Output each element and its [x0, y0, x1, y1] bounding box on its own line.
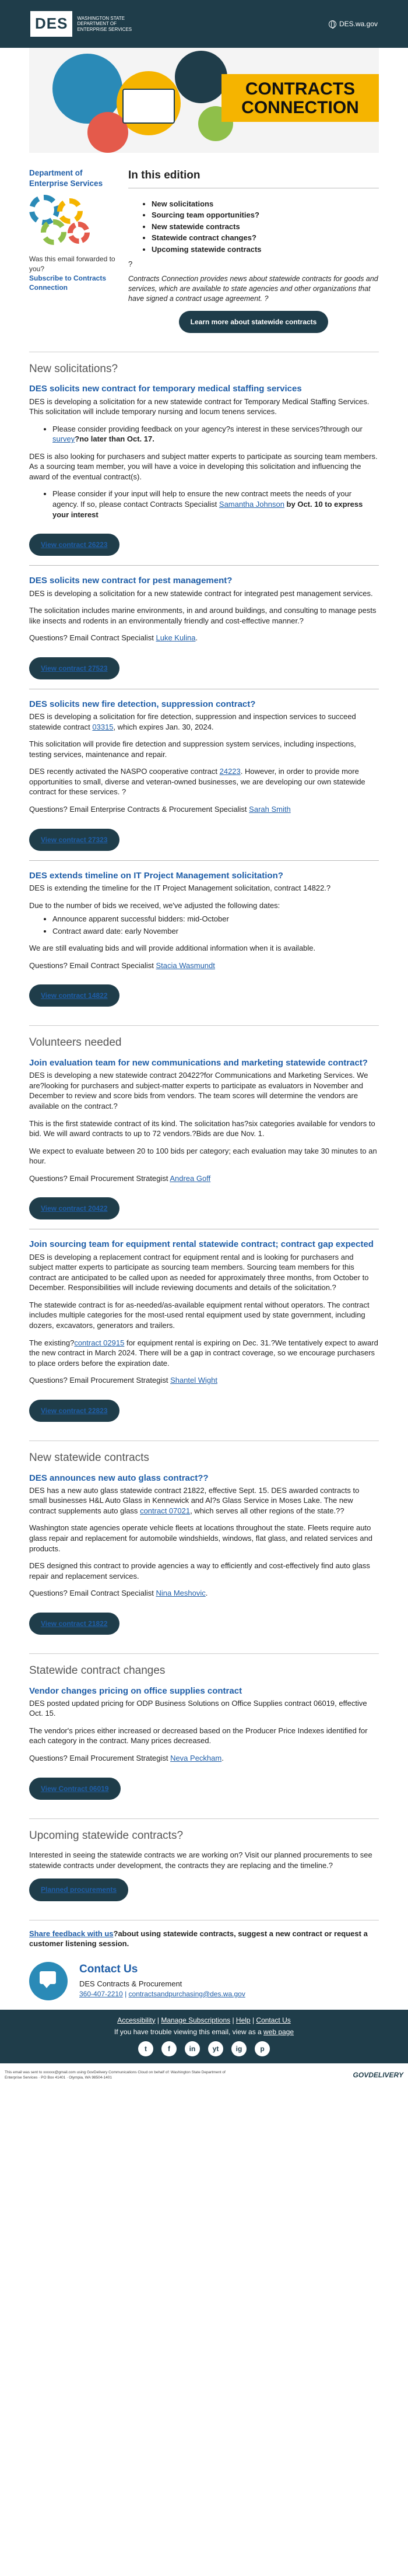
bullet-deadline: ?no later than Oct. 17. — [75, 434, 154, 444]
legal-footer — [0, 2063, 408, 2086]
edition-item: • New statewide contracts — [152, 222, 379, 232]
hero-title-line2: CONNECTION — [241, 97, 359, 117]
legal-text — [5, 2070, 226, 2080]
contact-link[interactable]: Samantha Johnson — [219, 500, 284, 509]
contract-link[interactable]: contract 07021 — [140, 1506, 191, 1515]
article-text: DES posted updated pricing for ODP Business Solutions on Office Supplies contract 06019, effective Oct. 15. — [29, 1698, 367, 1718]
help-link[interactable]: Help — [235, 2016, 251, 2024]
article-text: This solicitation will provide fire detection and suppression system services, including inspections, testing services, maintenance and repair. — [29, 739, 356, 759]
questions-end: . — [221, 1753, 224, 1762]
email-link[interactable]: contractsandpurchasing@des.wa.gov — [128, 1989, 245, 1998]
social-links — [0, 2041, 408, 2056]
linkedin-icon[interactable]: in — [185, 2041, 200, 2056]
contact-title: Contact Us — [79, 1962, 138, 1975]
youtube-icon[interactable]: yt — [208, 2041, 223, 2056]
article-fire-detection — [29, 699, 379, 861]
view-contract-button[interactable]: View contract 22823 — [29, 1400, 119, 1422]
article-bullet: • Announce apparent successful bidders: mid-October — [52, 914, 379, 924]
share-feedback — [29, 1924, 379, 1954]
view-contract-button[interactable]: View contract 27323 — [29, 829, 119, 851]
web-page-link[interactable]: web page — [263, 2027, 294, 2036]
separator: | — [230, 2016, 236, 2024]
gear-yellow-icon — [57, 198, 83, 224]
separator: | — [155, 2016, 161, 2024]
article-title: Join sourcing team for equipment rental statewide contract; contract gap expected — [29, 1239, 374, 1250]
article-questions — [29, 1588, 379, 1599]
questions-text: Questions? Email Procurement Strategist — [29, 1753, 171, 1762]
article-text: We are still evaluating bids and will provide additional information when it is available. — [29, 944, 316, 953]
view-contract-button[interactable]: View contract 20422 — [29, 1197, 119, 1219]
legal-line: Enterprise Services · PO Box 41401 · Olympia, WA 98504-1401 — [5, 2075, 112, 2080]
contract-link[interactable]: contract 02915 — [74, 1338, 125, 1347]
article-title: DES solicits new fire detection, suppression contract? — [29, 699, 256, 709]
view-contract-button[interactable]: View contract 26223 — [29, 534, 119, 556]
questions-text: Questions? Email Procurement Strategist — [29, 1173, 170, 1183]
edition-item: • Statewide contract changes? — [152, 233, 379, 243]
instagram-icon[interactable]: ig — [231, 2041, 247, 2056]
questions-text: Questions? Email Contract Specialist — [29, 1589, 156, 1598]
contact-link[interactable]: Shantel Wight — [170, 1376, 217, 1385]
trouble-text: If you have trouble viewing this email, view as a — [114, 2027, 264, 2036]
article-text: DES is developing a solicitation for a new statewide contract for Temporary Medical Staffing Services. This solicitation will include temporary nursing and locum tenens services. — [29, 397, 370, 416]
gear-green-icon — [41, 219, 66, 245]
hero-title — [221, 74, 379, 122]
article-title: DES solicits new contract for temporary medical staffing services — [29, 384, 302, 394]
view-contract-button[interactable]: View contract 21822 — [29, 1613, 119, 1635]
article-text: Interested in seeing the statewide contracts we are working on? Visit our planned procurements to see statewide contracts under development, the contracts they are replacing and the timeline.? — [29, 1850, 372, 1870]
article-text: Due to the number of bids we received, we've adjusted the following dates: — [29, 900, 280, 910]
article-text: The vendor's prices either increased or decreased based on the Producer Price Indexes identified for each category in the contract. Many prices decreased. — [29, 1726, 368, 1746]
contact-link[interactable]: Sarah Smith — [249, 804, 291, 814]
header-bar — [0, 0, 408, 48]
logo-mark: DES — [30, 11, 72, 36]
contact-link[interactable]: Andrea Goff — [170, 1173, 211, 1183]
article-title: Vendor changes pricing on office supplies contract — [29, 1685, 242, 1696]
article-text: DES is also looking for purchasers and subject matter experts to participate as sourcing team members. As a sourcing team member, you will have a voice in developing this solicitation and influencing the award of the eventual contract(s). — [29, 451, 378, 481]
divider — [29, 565, 379, 566]
bullet-text: Please consider providing feedback on your agency?s interest in these services?through our — [52, 424, 363, 433]
divider — [29, 1025, 379, 1026]
article-text — [29, 712, 379, 732]
article-pest-management — [29, 575, 379, 689]
site-link-label: DES.wa.gov — [339, 19, 378, 28]
intro-description: Contracts Connection provides news about statewide contracts for goods and services, which are available to state agencies and other organizations that have signed a contract usage agreement. ? — [128, 274, 378, 303]
article-planned — [29, 1850, 379, 1908]
text-span: , which serves all other regions of the state.?? — [190, 1506, 344, 1515]
edition-item: • New solicitations — [152, 199, 379, 209]
contact-link[interactable]: Nina Meshovic — [156, 1589, 206, 1598]
share-feedback-link[interactable]: Share feedback with us — [29, 1929, 114, 1938]
article-questions — [29, 1753, 379, 1764]
forward-text — [29, 254, 120, 292]
contact-org: DES Contracts & Procurement — [79, 1979, 182, 1989]
phone-link[interactable]: 360-407-2210 — [79, 1989, 123, 1998]
article-bullet — [52, 424, 379, 444]
article-auto-glass — [29, 1473, 379, 1642]
footer-bar — [0, 2010, 408, 2063]
intro-section — [29, 153, 379, 340]
divider — [29, 1653, 379, 1654]
contact-us-link[interactable]: Contact Us — [256, 2016, 291, 2024]
separator: | — [122, 1989, 129, 1998]
facebook-icon[interactable]: f — [161, 2041, 177, 2056]
section-new-contracts: New statewide contracts — [29, 1451, 149, 1464]
hero-title-line1: CONTRACTS — [245, 79, 356, 99]
contract-link[interactable]: 03315 — [92, 722, 114, 731]
section-volunteers: Volunteers needed — [29, 1036, 122, 1049]
article-text: DES is developing a new statewide contract 20422?for Communications and Marketing Services. We are?looking for purchasers and subject-matter experts to participate as evaluators in November and December to review and score bids from vendors. The team scores will determine the vendors are available on the contract.? — [29, 1071, 368, 1110]
divider — [29, 1818, 379, 1819]
text-span: DES has a new auto glass statewide contract 21822, effective Sept. 15. DES awarded contracts to small businesses H&L Auto Glass in Kennewick and Al?s Glass Service in Moses Lake. The new contract supplements auto glass — [29, 1485, 360, 1515]
trouble-viewing — [0, 2027, 408, 2037]
subscribe-link[interactable]: Subscribe to Contracts Connection — [29, 274, 107, 292]
questions-end: . — [195, 633, 198, 643]
article-questions — [29, 1173, 379, 1184]
article-questions — [29, 804, 379, 815]
article-text — [29, 766, 379, 797]
pinterest-icon[interactable]: p — [255, 2041, 270, 2056]
article-title: DES solicits new contract for pest management? — [29, 576, 233, 586]
view-contract-button[interactable]: View contract 14822 — [29, 984, 119, 1007]
text-span: for equipment rental is expiring on Dec. 31.?We tentatively expect to award the new contract in March 2024. There will be a gap in contract coverage, so we encourage purchasers to place orders before the expiration date. — [29, 1338, 378, 1368]
article-equipment-rental — [29, 1239, 379, 1428]
article-text: We expect to evaluate between 20 to 100 bids per category; each evaluation may take 30 minutes to an hour. — [29, 1146, 377, 1166]
logo-text: WASHINGTON STATE DEPARTMENT OF ENTERPRISE SERVICES — [77, 16, 132, 32]
contract-link[interactable]: 24223 — [219, 767, 241, 776]
hero-circle-navy — [175, 51, 227, 103]
twitter-icon[interactable]: t — [138, 2041, 153, 2056]
article-text: DES is developing a replacement contract for equipment rental and is looking for purchasers and subject matter experts to participate as sourcing team members. Sourcing team members for this contract are anticipated to be called upon as needed for approximately three months, from October to December. Responsibilities will include reviewing documents and details of the solicitation.? — [29, 1252, 369, 1292]
article-questions — [29, 961, 379, 971]
bullet-text: Please consider if your input will help to ensure the new contract meets the needs of your agency. If so, please contact Contracts Specialist — [52, 489, 352, 509]
article-text: Washington state agencies operate vehicle fleets at locations throughout the state. Fleets require auto glass repair and replacement for automobile windshields, windows, flat glass, and related services and products. — [29, 1523, 372, 1553]
questions-end: . — [205, 1589, 208, 1598]
forward-question: Was this email forwarded to you? — [29, 255, 115, 273]
intro-sidebar — [29, 168, 128, 340]
share-text: ?about using statewide contracts, suggest a new contract or request a customer listening session. — [29, 1929, 368, 1948]
article-text — [29, 1485, 379, 1516]
hero-banner — [29, 48, 379, 153]
section-upcoming: Upcoming statewide contracts? — [29, 1829, 184, 1842]
edition-title: In this edition — [128, 168, 379, 188]
bullet-deadline: by Oct. 10 to express your interest — [52, 500, 363, 519]
edition-list — [152, 199, 379, 255]
article-bullet: • Contract award date: early November — [52, 926, 379, 937]
article-text: DES is developing a solicitation for a new statewide contract for integrated pest management services. — [29, 588, 373, 598]
article-bullet — [52, 489, 379, 520]
edition-panel — [128, 168, 379, 340]
edition-item: • Sourcing team opportunities? — [152, 210, 379, 220]
separator: | — [250, 2016, 256, 2024]
dept-name: Department of Enterprise Services — [29, 169, 103, 188]
article-text — [29, 1338, 379, 1369]
site-link[interactable] — [329, 19, 378, 29]
learn-more-button[interactable]: Learn more about statewide contracts — [179, 311, 329, 333]
contact-section — [29, 1954, 379, 2010]
questions-text: Questions? Email Contract Specialist — [29, 961, 156, 970]
manage-subscriptions-link[interactable]: Manage Subscriptions — [161, 2016, 231, 2024]
section-solicitations: New solicitations? — [29, 362, 118, 375]
article-text: DES is extending the timeline for the IT Project Management solicitation, contract 14822.? — [29, 883, 331, 892]
text-span: DES recently activated the NASPO cooperative contract — [29, 767, 220, 776]
govdelivery-logo[interactable]: GOVDELIVERY — [353, 2070, 403, 2079]
section-changes: Statewide contract changes — [29, 1664, 166, 1677]
article-title: Join evaluation team for new communications and marketing statewide contract? — [29, 1058, 368, 1068]
footer-nav — [0, 2016, 408, 2025]
article-text: DES designed this contract to provide agencies a way to efficiently and cost-effectively find auto glass repair and replacement services. — [29, 1561, 370, 1580]
questions-text: Questions? Email Enterprise Contracts & Procurement Specialist — [29, 804, 249, 814]
text-span: , which expires Jan. 30, 2024. — [113, 722, 214, 731]
article-title: DES announces new auto glass contract?? — [29, 1473, 209, 1483]
planned-procurements-button[interactable]: Planned procurements — [29, 1878, 128, 1901]
contact-link[interactable]: Stacia Wasmundt — [156, 961, 215, 970]
edition-item: • Upcoming statewide contracts — [152, 244, 379, 255]
accessibility-link[interactable]: Accessibility — [117, 2016, 156, 2024]
article-questions — [29, 1375, 379, 1386]
text-span: The existing? — [29, 1338, 75, 1347]
view-contract-button[interactable]: View contract 27523 — [29, 657, 119, 679]
divider — [29, 860, 379, 861]
article-it-project — [29, 870, 379, 1014]
questions-text: Questions? Email Contract Specialist — [29, 633, 156, 643]
contact-link[interactable]: Neva Peckham — [170, 1753, 222, 1762]
article-medical-staffing — [29, 383, 379, 566]
edition-q: ? — [128, 260, 133, 269]
text-span: DES is developing a solicitation for fire detection, suppression and inspection services to succeed statewide contract — [29, 712, 356, 731]
article-questions — [29, 633, 379, 643]
globe-icon — [329, 20, 336, 28]
gear-red-icon — [68, 222, 90, 244]
questions-text: Questions? Email Procurement Strategist — [29, 1376, 171, 1385]
article-communications — [29, 1057, 379, 1229]
article-title: DES extends timeline on IT Project Management solicitation? — [29, 870, 283, 881]
article-office-supplies — [29, 1685, 379, 1807]
view-contract-button[interactable]: View Contract 06019 — [29, 1778, 121, 1800]
legal-line: This email was sent to xxxxxx@gmail.com using GovDelivery Communications Cloud on behalf of: Washington State Department of — [5, 2070, 226, 2075]
contact-links — [79, 1989, 245, 1999]
chat-icon — [29, 1962, 68, 2000]
gears-icon — [29, 195, 93, 247]
article-text: The statewide contract is for as-needed/as-available equipment rental without operators. The contract includes multiple categories for the most-used rental equipment used by state government, including dozers, excavators, generators and trailers. — [29, 1300, 370, 1330]
text-span: . However, in order to provide more opportunities to small, diverse and veteran-owned businesses, we are developing our own statewide contract for these services. ? — [29, 767, 365, 797]
contact-link[interactable]: Luke Kulina — [156, 633, 196, 643]
survey-link[interactable]: survey — [52, 434, 75, 444]
des-logo[interactable] — [30, 11, 135, 36]
article-text: This is the first statewide contract of its kind. The solicitation has?six categories available for vendors to bid. We will award contracts to up to 72 vendors.?Bids are due Nov. 1. — [29, 1119, 375, 1138]
document-icon — [122, 89, 175, 124]
article-text: The solicitation includes marine environments, in and around buildings, and consulting to manage pests like insects and rodents in an environmentally friendly and cost-effective manner.? — [29, 606, 377, 625]
